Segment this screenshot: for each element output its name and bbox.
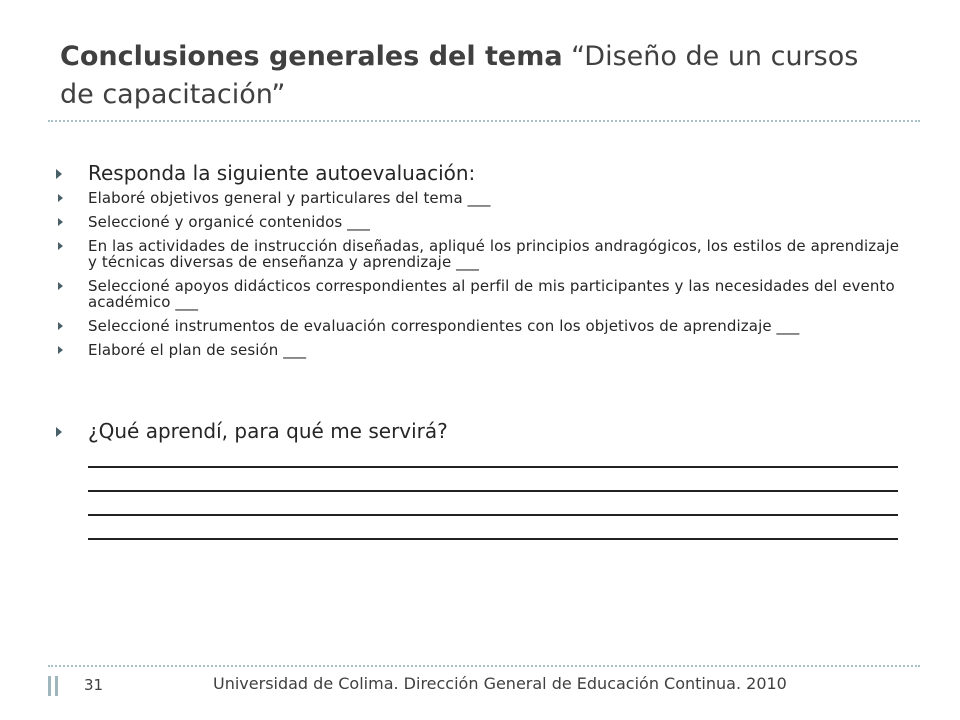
list-item [58,318,906,334]
bullet-arrow-icon [58,194,63,202]
answer-line [88,516,898,540]
bullet-arrow-icon [56,169,62,179]
list-item-text: Seleccioné apoyos didácticos correspondientes al perfil de mis participantes y las necesidades del evento académico ___ [88,277,895,311]
list-item [58,278,906,310]
bullet-question-text: ¿Qué aprendí, para qué me servirá? [88,419,448,443]
list-item-text: Seleccioné y organicé contenidos ___ [88,213,370,231]
bullet-arrow-icon [58,282,63,290]
bullet-arrow-icon [58,346,63,354]
bullet-arrow-icon [58,218,63,226]
list-item-text: Elaboré objetivos general y particulares del tema ___ [88,189,491,207]
list-item-text: Elaboré el plan de sesión ___ [88,341,307,359]
list-item [58,238,906,270]
self-assessment-items [56,190,906,358]
bullet-list [56,160,906,540]
list-item-text: En las actividades de instrucción diseñadas, apliqué los principios andragógicos, los estilos de aprendizaje y técnicas diversas de enseñanza y aprendizaje ___ [88,237,900,271]
footer-mark [55,676,58,696]
bullet-arrow-icon [58,242,63,250]
slide-title-bold: Conclusiones generales del tema [60,41,563,72]
bullet-self-assessment [56,160,906,186]
list-item [58,342,906,358]
answer-line [88,468,898,492]
answer-line [88,444,898,468]
answer-lines [56,444,906,540]
list-item [58,190,906,206]
slide-title [60,38,900,114]
answer-line [88,492,898,516]
list-item [58,214,906,230]
slide-title-rest: “Diseño de un cursos de capacitación” [60,41,859,110]
list-item-text: Seleccioné instrumentos de evaluación correspondientes con los objetivos de aprendizaje ___ [88,317,800,335]
bullet-arrow-icon [58,322,63,330]
footer-mark [48,676,51,696]
title-divider [48,120,920,122]
slide-number: 31 [84,676,104,694]
footer-divider [48,665,920,667]
bullet-self-assessment-text: Responda la siguiente autoevaluación: [88,161,476,185]
bullet-arrow-icon [56,427,62,437]
bullet-question [56,418,906,444]
footer-text: Universidad de Colima. Dirección General de Educación Continua. 2010 [213,674,787,693]
